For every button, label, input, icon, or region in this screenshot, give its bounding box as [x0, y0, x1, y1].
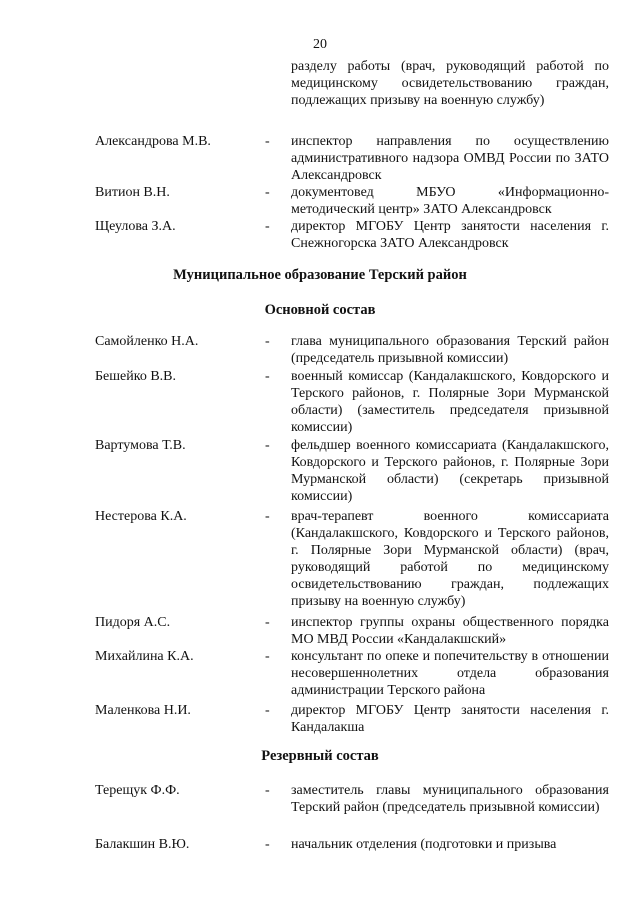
member-name: Маленкова Н.И.: [95, 703, 191, 718]
member-name: Вартумова Т.В.: [95, 438, 186, 453]
member-role: военный комиссар (Кандалакшского, Ковдорского и Терского районов, г. Полярные Зори Мурманской области) (заместитель председателя призывной комиссии): [291, 369, 609, 435]
member-role: врач-терапевт военного комиссариата (Кандалакшского, Ковдорского и Терского районов, г. Полярные Зори Мурманской области) (врач, руководящий работой по медицинскому освидетельствованию граждан, подлежащих призыву на военную службу): [291, 509, 609, 609]
member-dash: -: [265, 509, 270, 524]
member-name: Щеулова З.А.: [95, 219, 176, 234]
member-dash: -: [265, 783, 270, 798]
member-dash: -: [265, 219, 270, 234]
member-role: заместитель главы муниципального образования Терский район (председатель призывной комиссии): [291, 783, 609, 815]
member-dash: -: [265, 438, 270, 453]
member-role: директор МГОБУ Центр занятости населения г. Снежногорска ЗАТО Александровск: [291, 219, 609, 251]
member-dash: -: [265, 615, 270, 630]
member-dash: -: [265, 703, 270, 718]
member-dash: -: [265, 369, 270, 384]
main-composition-title: Основной состав: [264, 302, 376, 318]
member-name: Витион В.Н.: [95, 185, 170, 200]
member-dash: -: [265, 649, 270, 664]
member-role: документовед МБУО «Информационно-методический центр» ЗАТО Александровск: [291, 185, 609, 217]
member-name: Самойленко Н.А.: [95, 334, 199, 349]
member-role: инспектор направления по осуществлению административного надзора ОМВД России по ЗАТО Александровск: [291, 134, 609, 183]
member-role: директор МГОБУ Центр занятости населения г. Кандалакша: [291, 703, 609, 735]
continuation-text: разделу работы (врач, руководящий работой по медицинскому освидетельствованию граждан, подлежащих призыву на военную службу): [291, 59, 609, 108]
member-role: консультант по опеке и попечительству в отношении несовершеннолетних отдела образования администрации Терского района: [291, 649, 609, 698]
section-title: Муниципальное образование Терский район: [173, 267, 467, 283]
member-name: Александрова М.В.: [95, 134, 211, 149]
member-name: Нестерова К.А.: [95, 509, 187, 524]
member-name: Терещук Ф.Ф.: [95, 783, 180, 798]
member-dash: -: [265, 134, 270, 149]
page-number: 20: [313, 37, 327, 52]
member-name: Бешейко В.В.: [95, 369, 177, 384]
member-name: Пидоря А.С.: [95, 615, 171, 630]
member-dash: -: [265, 185, 270, 200]
member-role: глава муниципального образования Терский район (председатель призывной комиссии): [291, 334, 609, 366]
member-name: Балакшин В.Ю.: [95, 837, 190, 852]
member-role: фельдшер военного комиссариата (Кандалакшского, Ковдорского и Терского районов, г. Полярные Зори Мурманской области) (секретарь призывной комиссии): [291, 438, 609, 504]
member-dash: -: [265, 837, 270, 852]
reserve-composition-title: Резервный состав: [261, 748, 379, 764]
member-role: инспектор группы охраны общественного порядка МО МВД России «Кандалакшский»: [291, 615, 609, 647]
member-dash: -: [265, 334, 270, 349]
member-name: Михайлина К.А.: [95, 649, 194, 664]
member-role: начальник отделения (подготовки и призыва: [291, 837, 557, 852]
